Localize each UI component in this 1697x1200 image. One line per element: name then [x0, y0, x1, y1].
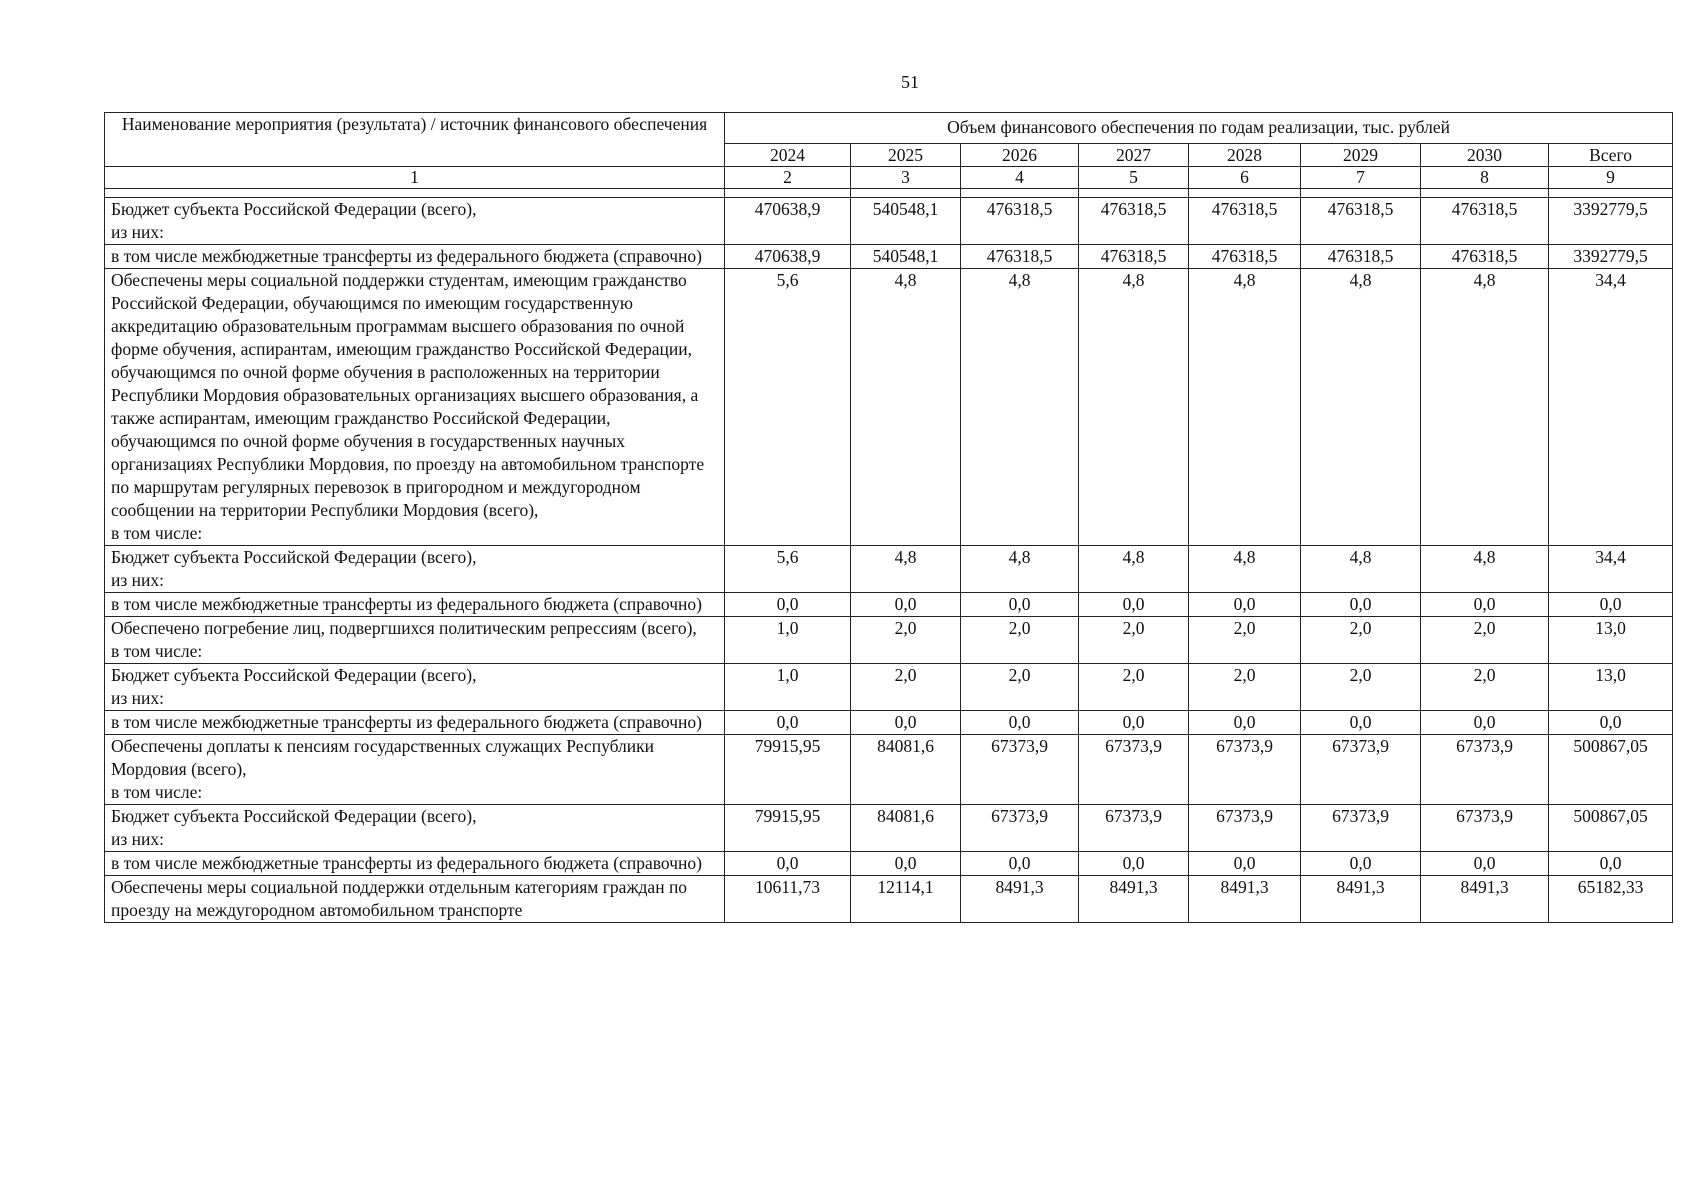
year-value-cell: 2,0: [961, 617, 1079, 664]
year-value-cell: 0,0: [1421, 852, 1549, 876]
year-value-cell: 4,8: [1079, 269, 1189, 546]
year-header: 2029: [1301, 144, 1421, 167]
year-value-cell: 4,8: [1189, 269, 1301, 546]
year-value-cell: 67373,9: [961, 805, 1079, 852]
year-header: 2025: [851, 144, 961, 167]
year-value-cell: 0,0: [961, 711, 1079, 735]
column-number: 3: [851, 167, 961, 189]
total-value-cell: 3392779,5: [1549, 198, 1673, 245]
year-value-cell: 84081,6: [851, 805, 961, 852]
year-value-cell: 476318,5: [961, 245, 1079, 269]
year-value-cell: 0,0: [1421, 711, 1549, 735]
year-header: 2027: [1079, 144, 1189, 167]
spacer-cell: [1549, 189, 1673, 198]
year-value-cell: 1,0: [725, 664, 851, 711]
name-column-header: Наименование мероприятия (результата) / источник финансового обеспечения: [105, 113, 725, 167]
year-value-cell: 4,8: [961, 546, 1079, 593]
table-row: [105, 245, 1673, 269]
year-value-cell: 476318,5: [1421, 245, 1549, 269]
year-value-cell: 84081,6: [851, 735, 961, 805]
table-row: [105, 876, 1673, 923]
table-row: [105, 852, 1673, 876]
year-value-cell: 476318,5: [1421, 198, 1549, 245]
year-value-cell: 2,0: [1421, 617, 1549, 664]
year-value-cell: 67373,9: [1421, 805, 1549, 852]
column-number: 9: [1549, 167, 1673, 189]
year-value-cell: 470638,9: [725, 245, 851, 269]
year-value-cell: 67373,9: [1189, 735, 1301, 805]
row-label: Бюджет субъекта Российской Федерации (всего), из них:: [105, 546, 725, 593]
year-value-cell: 0,0: [725, 593, 851, 617]
year-value-cell: 8491,3: [1189, 876, 1301, 923]
financing-group-header: Объем финансового обеспечения по годам реализации, тыс. рублей: [725, 113, 1673, 144]
year-value-cell: 8491,3: [961, 876, 1079, 923]
year-value-cell: 4,8: [1079, 546, 1189, 593]
row-label: Бюджет субъекта Российской Федерации (всего), из них:: [105, 198, 725, 245]
year-value-cell: 0,0: [851, 711, 961, 735]
total-value-cell: 500867,05: [1549, 805, 1673, 852]
year-header: Всего: [1549, 144, 1673, 167]
year-value-cell: 476318,5: [1189, 198, 1301, 245]
total-value-cell: 3392779,5: [1549, 245, 1673, 269]
year-value-cell: 67373,9: [1079, 805, 1189, 852]
year-value-cell: 540548,1: [851, 245, 961, 269]
year-value-cell: 470638,9: [725, 198, 851, 245]
year-value-cell: 0,0: [1301, 711, 1421, 735]
row-label: в том числе межбюджетные трансферты из федерального бюджета (справочно): [105, 593, 725, 617]
row-label: Бюджет субъекта Российской Федерации (всего), из них:: [105, 664, 725, 711]
year-value-cell: 4,8: [1421, 269, 1549, 546]
year-header: 2028: [1189, 144, 1301, 167]
year-value-cell: 2,0: [1301, 664, 1421, 711]
table-row: [105, 711, 1673, 735]
year-value-cell: 0,0: [1079, 711, 1189, 735]
year-value-cell: 0,0: [1189, 711, 1301, 735]
column-number: 5: [1079, 167, 1189, 189]
total-value-cell: 0,0: [1549, 711, 1673, 735]
year-value-cell: 476318,5: [1301, 245, 1421, 269]
year-value-cell: 2,0: [1421, 664, 1549, 711]
year-value-cell: 476318,5: [1079, 198, 1189, 245]
year-value-cell: 2,0: [851, 664, 961, 711]
table-row: [105, 269, 1673, 546]
year-value-cell: 67373,9: [1301, 735, 1421, 805]
year-value-cell: 2,0: [1189, 664, 1301, 711]
year-value-cell: 67373,9: [961, 735, 1079, 805]
total-value-cell: 65182,33: [1549, 876, 1673, 923]
row-label: в том числе межбюджетные трансферты из федерального бюджета (справочно): [105, 245, 725, 269]
year-value-cell: 1,0: [725, 617, 851, 664]
year-value-cell: 0,0: [851, 852, 961, 876]
year-value-cell: 0,0: [725, 852, 851, 876]
row-label: Обеспечены доплаты к пенсиям государственных служащих Республики Мордовия (всего), в том числе:: [105, 735, 725, 805]
table-row: [105, 593, 1673, 617]
year-value-cell: 540548,1: [851, 198, 961, 245]
total-value-cell: 34,4: [1549, 546, 1673, 593]
spacer-cell: [105, 189, 725, 198]
spacer-cell: [725, 189, 851, 198]
year-value-cell: 4,8: [961, 269, 1079, 546]
year-value-cell: 8491,3: [1421, 876, 1549, 923]
total-value-cell: 34,4: [1549, 269, 1673, 546]
year-header: 2024: [725, 144, 851, 167]
column-number: 8: [1421, 167, 1549, 189]
year-value-cell: 67373,9: [1421, 735, 1549, 805]
column-number: 4: [961, 167, 1079, 189]
year-value-cell: 2,0: [1079, 664, 1189, 711]
row-label: Обеспечено погребение лиц, подвергшихся политическим репрессиям (всего), в том числе:: [105, 617, 725, 664]
year-value-cell: 0,0: [1189, 593, 1301, 617]
year-value-cell: 0,0: [1079, 593, 1189, 617]
table-row: [105, 546, 1673, 593]
year-value-cell: 476318,5: [961, 198, 1079, 245]
table-body: [105, 189, 1673, 923]
year-value-cell: 79915,95: [725, 805, 851, 852]
row-label: в том числе межбюджетные трансферты из федерального бюджета (справочно): [105, 711, 725, 735]
row-label: Обеспечены меры социальной поддержки отдельным категориям граждан по проезду на междугородном автомобильном транспорте: [105, 876, 725, 923]
year-value-cell: 0,0: [1079, 852, 1189, 876]
year-value-cell: 12114,1: [851, 876, 961, 923]
year-value-cell: 5,6: [725, 546, 851, 593]
year-value-cell: 476318,5: [1079, 245, 1189, 269]
year-header: 2026: [961, 144, 1079, 167]
year-value-cell: 4,8: [1189, 546, 1301, 593]
total-value-cell: 13,0: [1549, 617, 1673, 664]
total-value-cell: 13,0: [1549, 664, 1673, 711]
total-value-cell: 0,0: [1549, 593, 1673, 617]
year-value-cell: 4,8: [1421, 546, 1549, 593]
row-label: Бюджет субъекта Российской Федерации (всего), из них:: [105, 805, 725, 852]
year-header: 2030: [1421, 144, 1549, 167]
column-number: 6: [1189, 167, 1301, 189]
year-value-cell: 0,0: [725, 711, 851, 735]
year-value-cell: 67373,9: [1079, 735, 1189, 805]
spacer-cell: [961, 189, 1079, 198]
year-value-cell: 8491,3: [1079, 876, 1189, 923]
total-value-cell: 0,0: [1549, 852, 1673, 876]
spacer-row: [105, 189, 1673, 198]
spacer-cell: [1079, 189, 1189, 198]
row-label: Обеспечены меры социальной поддержки студентам, имеющим гражданство Российской Федерации, обучающимся по имеющим государственную аккредитацию образовательным программам высшего образования по очной форме обучения, аспирантам, имеющим гражданство Российской Федерации, обучающимся по очной форме обучения в расположенных на территории Республики Мордовия образовательных организациях высшего образования, а также аспирантам, имеющим гражданство Российской Федерации, обучающимся по очной форме обучения в государственных научных организациях Республики Мордовия, по проезду на автомобильном транспорте по маршрутам регулярных перевозок в пригородном и междугородном сообщении на территории Республики Мордовия (всего), в том числе:: [105, 269, 725, 546]
year-value-cell: 476318,5: [1301, 198, 1421, 245]
year-value-cell: 2,0: [1079, 617, 1189, 664]
year-value-cell: 0,0: [851, 593, 961, 617]
year-value-cell: 0,0: [1189, 852, 1301, 876]
year-value-cell: 8491,3: [1301, 876, 1421, 923]
table-row: [105, 735, 1673, 805]
year-value-cell: 79915,95: [725, 735, 851, 805]
spacer-cell: [1301, 189, 1421, 198]
column-number: 7: [1301, 167, 1421, 189]
year-value-cell: 0,0: [961, 593, 1079, 617]
table-row: [105, 198, 1673, 245]
year-value-cell: 67373,9: [1301, 805, 1421, 852]
year-value-cell: 10611,73: [725, 876, 851, 923]
spacer-cell: [851, 189, 961, 198]
row-label: в том числе межбюджетные трансферты из федерального бюджета (справочно): [105, 852, 725, 876]
year-value-cell: 0,0: [1421, 593, 1549, 617]
year-value-cell: 2,0: [851, 617, 961, 664]
year-value-cell: 476318,5: [1189, 245, 1301, 269]
year-value-cell: 0,0: [961, 852, 1079, 876]
spacer-cell: [1421, 189, 1549, 198]
year-value-cell: 67373,9: [1189, 805, 1301, 852]
year-value-cell: 2,0: [1301, 617, 1421, 664]
spacer-cell: [1189, 189, 1301, 198]
year-value-cell: 4,8: [1301, 269, 1421, 546]
column-number: 1: [105, 167, 725, 189]
column-number: 2: [725, 167, 851, 189]
column-number-row: [105, 167, 1673, 189]
year-value-cell: 4,8: [1301, 546, 1421, 593]
page-number: 51: [901, 72, 919, 92]
year-value-cell: 4,8: [851, 269, 961, 546]
table-row: [105, 617, 1673, 664]
year-value-cell: 5,6: [725, 269, 851, 546]
year-value-cell: 0,0: [1301, 852, 1421, 876]
financing-table: [104, 112, 1673, 923]
year-value-cell: 2,0: [1189, 617, 1301, 664]
year-value-cell: 4,8: [851, 546, 961, 593]
year-value-cell: 2,0: [961, 664, 1079, 711]
table-row: [105, 805, 1673, 852]
table-row: [105, 664, 1673, 711]
total-value-cell: 500867,05: [1549, 735, 1673, 805]
year-value-cell: 0,0: [1301, 593, 1421, 617]
